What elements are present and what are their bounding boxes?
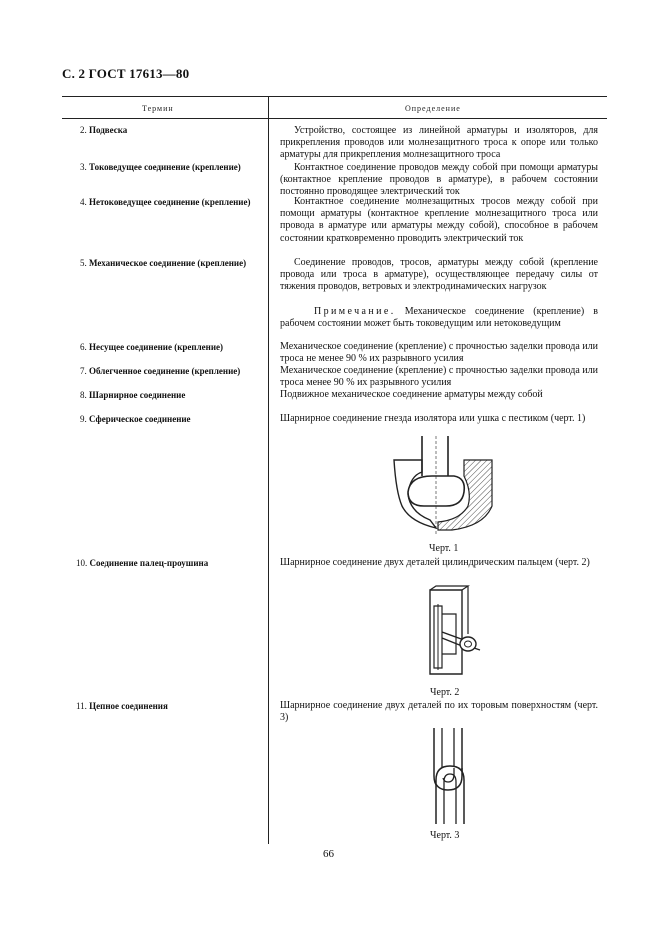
term-row: [80, 257, 280, 269]
figure-1-spherical-joint: [392, 436, 494, 536]
term-row: [80, 161, 280, 173]
column-header-definition: Определение: [405, 104, 461, 113]
term-text: Токоведущее соединение (крепление): [89, 162, 241, 172]
definition-text: Контактное соединение проводов между собой при помощи арматуры (контактное крепление проводов в арматуре), в рабочем состоянии постоянно проводящее электрический ток: [280, 162, 598, 198]
term-row: [76, 557, 276, 569]
term-text: Механическое соединение (крепление): [89, 258, 247, 268]
definition: [280, 389, 598, 401]
term-number: 4.: [80, 197, 87, 207]
term-row: [80, 365, 280, 377]
definition-text: Шарнирное соединение двух деталей цилиндрическим пальцем (черт. 2): [280, 557, 590, 568]
page-number: 66: [323, 848, 334, 860]
definition: [280, 413, 598, 425]
term-text: Сферическое соединение: [89, 414, 191, 424]
figure-3-chain-joint: [428, 728, 472, 824]
definition-text: Шарнирное соединение двух деталей по их торовым поверхностям (черт. 3): [280, 700, 598, 724]
term-number: 3.: [80, 162, 87, 172]
definition-text: Устройство, состоящее из линейной арматуры и изоляторов, для прикрепления проводов или молнезащитного троса к опоре или только арматуры для прикрепления молнезащитного троса: [280, 125, 598, 161]
definition: [280, 700, 598, 724]
definition: [280, 162, 598, 199]
term-number: 8.: [80, 390, 87, 400]
term-text: Цепное соединения: [89, 701, 168, 711]
column-divider: [268, 96, 269, 844]
definition-text: Контактное соединение молнезащитных тросов между собой при помощи арматуры (контактное крепление молнезащитного троса или провода в арматуре или арматуры между собой), способное в рабочем состоянии кратковременно проводить электрический ток: [280, 196, 598, 244]
figure-2-caption: Черт. 2: [430, 687, 460, 698]
term-number: 11.: [76, 701, 87, 711]
page-header: С. 2 ГОСТ 17613—80: [62, 66, 190, 81]
definition-text: Соединение проводов, тросов, арматуры между собой (крепление провода или троса в арматуре), осуществляющее передачу силы от тяжения проводов, ветровых и электродинамических нагрузок: [280, 257, 598, 293]
definition-text: Механическое соединение (крепление) с прочностью заделки провода или троса не менее 90 % их разрывного усилия: [280, 341, 598, 365]
term-row: [80, 413, 280, 425]
definition: [280, 557, 598, 569]
term-row: [80, 196, 280, 208]
term-row: [80, 124, 280, 136]
note: [280, 306, 598, 330]
term-row: [80, 341, 280, 353]
term-text: Несущее соединение (крепление): [89, 342, 223, 352]
table-top-rule: [62, 96, 607, 97]
definition: [280, 257, 598, 294]
note-text: Механическое соединение (крепление) в рабочем состоянии может быть токоведущим или нетоковедущим: [280, 306, 599, 330]
term-text: Шарнирное соединение: [89, 390, 186, 400]
table-header-rule: [62, 118, 607, 119]
term-number: 6.: [80, 342, 87, 352]
term-text: Соединение палец-проушина: [89, 558, 209, 568]
definition: [280, 125, 598, 162]
definition: [280, 365, 598, 389]
figure-3-caption: Черт. 3: [430, 830, 460, 841]
definition-text: Механическое соединение (крепление) с прочностью заделки провода или троса менее 90 % их разрывного усилия: [280, 365, 598, 389]
term-text: Подвеска: [89, 125, 128, 135]
term-text: Нетоковедущее соединение (крепление): [89, 197, 251, 207]
term-number: 9.: [80, 414, 87, 424]
definition-text: Подвижное механическое соединение арматуры между собой: [280, 389, 543, 400]
term-text: Облегченное соединение (крепление): [89, 366, 241, 376]
column-header-term: Термин: [142, 104, 174, 113]
term-number: 7.: [80, 366, 87, 376]
figure-1-caption: Черт. 1: [429, 543, 459, 554]
term-number: 2.: [80, 125, 87, 135]
figure-2-pin-clevis-joint: [422, 584, 486, 680]
definition-text: Шарнирное соединение гнезда изолятора или ушка с пестиком (черт. 1): [280, 413, 586, 424]
definition: [280, 196, 598, 245]
note-label: Примечание.: [314, 306, 396, 317]
term-row: [80, 389, 280, 401]
term-number: 5.: [80, 258, 87, 268]
term-row: [76, 700, 276, 712]
definition: [280, 341, 598, 365]
term-number: 10.: [76, 558, 88, 568]
